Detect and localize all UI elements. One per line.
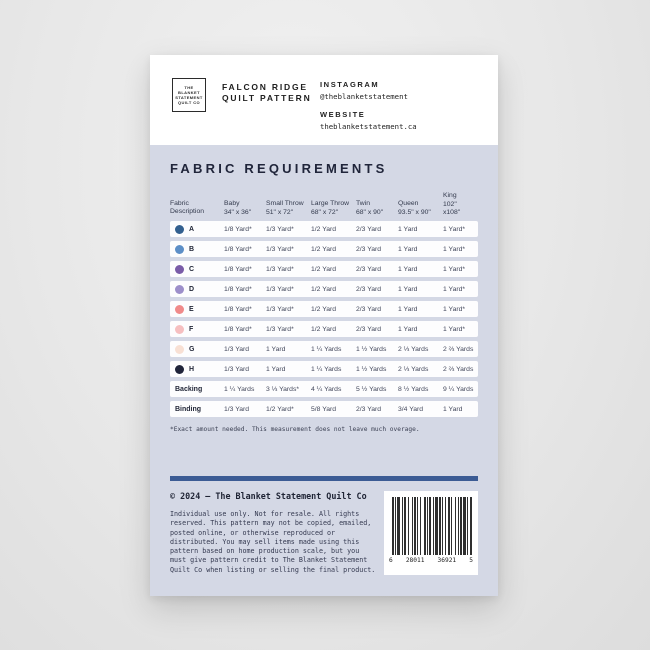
barcode-digit-group: 36921 — [437, 557, 457, 564]
divider-bar — [170, 476, 478, 481]
column-header: Large Throw 68" x 72" — [311, 200, 350, 216]
yardage-cell: 1 ½ Yards — [356, 365, 387, 373]
yardage-cell: 1 ¼ Yards — [311, 365, 342, 373]
fabric-label: Binding — [175, 405, 202, 413]
yardage-cell: 2/3 Yard — [356, 285, 382, 293]
table-row — [170, 301, 478, 317]
yardage-cell: 1/2 Yard — [311, 265, 337, 273]
yardage-cell: 2 ⅔ Yards — [443, 365, 474, 373]
yardage-cell: 1/3 Yard — [224, 345, 250, 353]
yardage-cell: 1 ½ Yards — [356, 345, 387, 353]
yardage-cell: 8 ½ Yards — [398, 385, 429, 393]
yardage-cell: 1/2 Yard — [311, 325, 337, 333]
yardage-cell: 2/3 Yard — [356, 405, 382, 413]
instagram-handle: @theblanketstatement — [320, 92, 408, 101]
yardage-cell: 1 Yard* — [443, 305, 466, 313]
yardage-cell: 1 Yard — [398, 265, 418, 273]
logo-line: THE — [184, 84, 194, 90]
fabric-label: F — [189, 325, 194, 333]
yardage-cell: 1/3 Yard* — [266, 325, 294, 333]
yardage-cell: 1/3 Yard* — [266, 285, 294, 293]
barcode-digit-group: 6 — [389, 557, 393, 564]
yardage-cell: 1/3 Yard* — [266, 245, 294, 253]
footer-text-column — [170, 491, 376, 575]
yardage-cell: 1 Yard* — [443, 325, 466, 333]
yardage-cell: 1/8 Yard* — [224, 265, 252, 273]
section-title: FABRIC REQUIREMENTS — [170, 161, 388, 176]
column-header: King 102" x108" — [443, 192, 461, 216]
column-header: Queen 93.5" x 90" — [398, 200, 431, 216]
fabric-description-cell — [170, 305, 224, 314]
fabric-description-cell — [170, 386, 224, 393]
fabric-description-cell — [170, 345, 224, 354]
brand-logo — [172, 78, 206, 112]
barcode-digit-group: 28011 — [405, 557, 425, 564]
yardage-cell: 1/3 Yard* — [266, 225, 294, 233]
fabric-color-dot — [175, 305, 184, 314]
yardage-cell: 1 Yard — [398, 225, 418, 233]
instagram-block — [320, 80, 417, 101]
yardage-cell: 2 ⅔ Yards — [443, 345, 474, 353]
table-row — [170, 401, 478, 417]
yardage-cell: 2/3 Yard — [356, 265, 382, 273]
legal-text: Individual use only. Not for resale. All rights reserved. This pattern may not be copied, emailed, posted online, or otherwise reproduced or distributed. You may sell items made using this pattern based on home production scale, but you must give pattern credit to The Blanket Statement Quilt Co when listing or selling the final product. — [170, 510, 376, 574]
card-body — [150, 145, 498, 596]
yardage-cell: 1 Yard* — [443, 225, 466, 233]
yardage-cell: 1/2 Yard* — [266, 405, 294, 413]
fabric-table-body — [170, 221, 478, 417]
yardage-cell: 1/3 Yard* — [266, 305, 294, 313]
table-header-row — [170, 187, 478, 217]
logo-line: QUILT CO — [177, 99, 200, 105]
yardage-cell: 1/3 Yard* — [266, 265, 294, 273]
fabric-label: G — [189, 345, 195, 353]
yardage-cell: 2/3 Yard — [356, 305, 382, 313]
table-row — [170, 261, 478, 277]
fabric-label: A — [189, 225, 195, 233]
column-header: Small Throw 51" x 72" — [266, 200, 304, 216]
yardage-cell: 1 Yard — [398, 325, 418, 333]
pattern-title — [222, 82, 312, 104]
fabric-label: B — [189, 245, 195, 253]
yardage-cell: 1 Yard* — [443, 265, 466, 273]
table-row — [170, 221, 478, 237]
fabric-color-dot — [175, 345, 184, 354]
yardage-cell: 2/3 Yard — [356, 225, 382, 233]
yardage-cell: 1 Yard — [398, 305, 418, 313]
yardage-cell: 1 Yard* — [443, 245, 466, 253]
fabric-color-dot — [175, 325, 184, 334]
yardage-cell: 1 Yard* — [443, 285, 466, 293]
table-row — [170, 341, 478, 357]
fabric-color-dot — [175, 225, 184, 234]
website-url: theblanketstatement.ca — [320, 122, 417, 131]
yardage-cell: 1 ¼ Yards — [224, 385, 255, 393]
barcode-digit-group: 5 — [469, 557, 473, 564]
column-header: Fabric Description — [170, 200, 204, 215]
barcode-gap — [472, 497, 473, 555]
fabric-description-cell — [170, 325, 224, 334]
yardage-cell: 1 Yard — [266, 345, 286, 353]
pattern-title-line2: QUILT PATTERN — [222, 93, 312, 103]
table-row — [170, 241, 478, 257]
yardage-cell: 4 ¼ Yards — [311, 385, 342, 393]
yardage-cell: 1/2 Yard — [311, 245, 337, 253]
column-header: Twin 68" x 90" — [356, 200, 384, 216]
website-label: WEBSITE — [320, 110, 366, 119]
pattern-title-line1: FALCON RIDGE — [222, 82, 308, 92]
footer-row — [170, 491, 478, 575]
copyright-line: © 2024 – The Blanket Statement Quilt Co — [170, 491, 367, 501]
yardage-cell: 1/8 Yard* — [224, 285, 252, 293]
column-header: Baby 34" x 36" — [224, 200, 252, 216]
yardage-cell: 1/8 Yard* — [224, 245, 252, 253]
fabric-description-cell — [170, 285, 224, 294]
yardage-cell: 1/2 Yard — [311, 225, 337, 233]
table-row — [170, 381, 478, 397]
footnote: *Exact amount needed. This measurement does not leave much overage. — [170, 426, 420, 433]
yardage-cell: 3 ⅓ Yards* — [266, 385, 299, 393]
yardage-cell: 9 ¼ Yards — [443, 385, 474, 393]
yardage-cell: 3/4 Yard — [398, 405, 424, 413]
yardage-cell: 1/2 Yard — [311, 285, 337, 293]
logo-line: STATEMENT — [175, 94, 203, 100]
fabric-color-dot — [175, 285, 184, 294]
yardage-cell: 1 Yard — [266, 365, 286, 373]
yardage-cell: 2 ⅓ Yards — [398, 345, 429, 353]
yardage-cell: 1/3 Yard — [224, 365, 250, 373]
logo-line: BLANKET — [178, 89, 200, 95]
yardage-cell: 2 ⅓ Yards — [398, 365, 429, 373]
yardage-cell: 1/2 Yard — [311, 305, 337, 313]
yardage-cell: 1 Yard — [398, 285, 418, 293]
fabric-label: Backing — [175, 385, 203, 393]
fabric-color-dot — [175, 245, 184, 254]
table-row — [170, 321, 478, 337]
fabric-description-cell — [170, 406, 224, 413]
fabric-color-dot — [175, 265, 184, 274]
fabric-description-cell — [170, 365, 224, 374]
yardage-cell: 1/8 Yard* — [224, 305, 252, 313]
yardage-cell: 1/3 Yard — [224, 405, 250, 413]
yardage-cell: 1/8 Yard* — [224, 225, 252, 233]
yardage-cell: 1 ¼ Yards — [311, 345, 342, 353]
barcode-digits — [389, 557, 473, 564]
fabric-label: C — [189, 265, 195, 273]
card-header — [150, 55, 498, 145]
yardage-cell: 1 Yard — [443, 405, 463, 413]
fabric-label: H — [189, 365, 195, 373]
fabric-label: E — [189, 305, 194, 313]
yardage-cell: 5 ½ Yards — [356, 385, 387, 393]
barcode — [384, 491, 478, 575]
fabric-description-cell — [170, 225, 224, 234]
fabric-description-cell — [170, 245, 224, 254]
pattern-card — [150, 55, 498, 596]
website-block — [320, 110, 417, 131]
fabric-description-cell — [170, 265, 224, 274]
barcode-bars — [389, 497, 473, 555]
yardage-cell: 2/3 Yard — [356, 325, 382, 333]
fabric-label: D — [189, 285, 195, 293]
yardage-cell: 1/8 Yard* — [224, 325, 252, 333]
yardage-cell: 2/3 Yard — [356, 245, 382, 253]
table-row — [170, 361, 478, 377]
yardage-cell: 1 Yard — [398, 245, 418, 253]
yardage-cell: 5/8 Yard — [311, 405, 337, 413]
contact-column — [320, 80, 417, 131]
instagram-label: INSTAGRAM — [320, 80, 380, 89]
fabric-color-dot — [175, 365, 184, 374]
table-row — [170, 281, 478, 297]
